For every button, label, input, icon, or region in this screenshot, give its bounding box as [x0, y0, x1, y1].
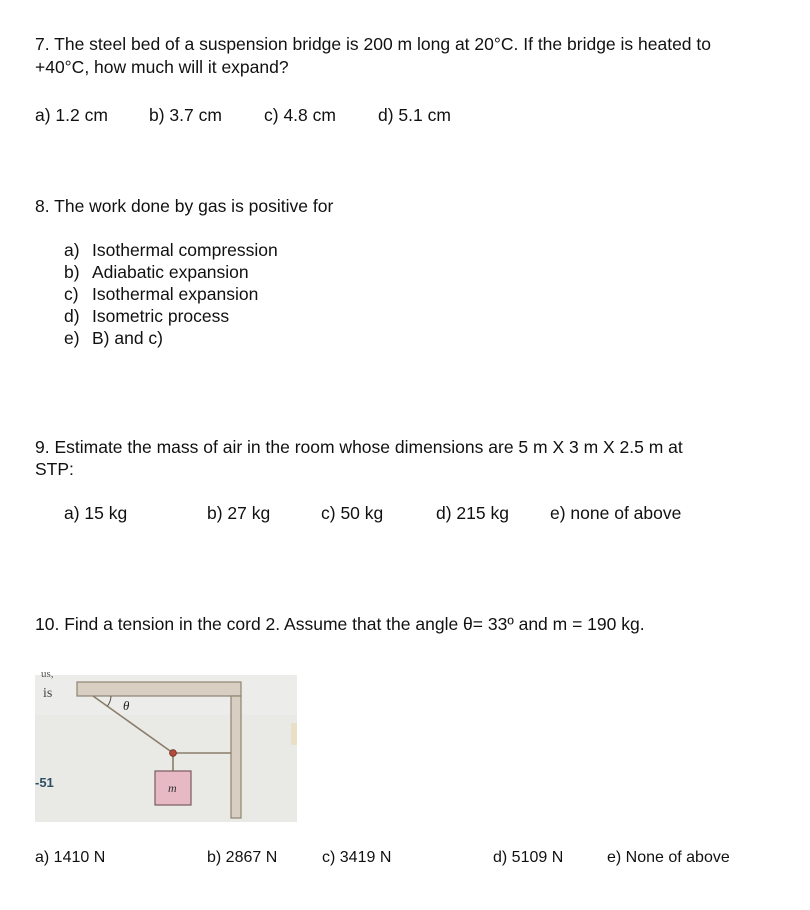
edge-artifact	[291, 723, 297, 745]
q7-option-b: b) 3.7 cm	[149, 105, 222, 125]
q10-option-e: e) None of above	[607, 849, 730, 866]
margin-text-top: us,	[41, 668, 54, 680]
q10-text: 10. Find a tension in the cord 2. Assume that the angle θ= 33º and m = 190 kg.	[35, 614, 645, 634]
q8-option-b-label: Adiabatic expansion	[92, 262, 249, 282]
q7-option-a: a) 1.2 cm	[35, 105, 108, 125]
q8-option-c	[64, 284, 258, 305]
q8-option-d	[64, 306, 229, 327]
q9-option-e: e) none of above	[550, 503, 682, 523]
margin-text-is: is	[43, 686, 53, 701]
mass-label: m	[168, 781, 177, 795]
ceiling-beam	[77, 682, 241, 696]
q7-line1: 7. The steel bed of a suspension bridge is 200 m long at 20°C. If the bridge is heated to	[35, 34, 711, 54]
q9-option-c: c) 50 kg	[321, 503, 384, 523]
q10-option-c: c) 3419 N	[322, 849, 392, 866]
q8-option-d-letter: d)	[64, 306, 80, 326]
q9-option-a: a) 15 kg	[64, 503, 128, 523]
q8-option-a	[64, 240, 278, 261]
q9-line1: 9. Estimate the mass of air in the room whose dimensions are 5 m X 3 m X 2.5 m at	[35, 437, 683, 457]
q8-option-b	[64, 262, 249, 283]
q8-option-e	[64, 328, 163, 349]
knot	[170, 750, 177, 757]
q8-option-a-letter: a)	[64, 240, 80, 260]
q8-option-e-label: B) and c)	[92, 328, 163, 348]
q7-option-c: c) 4.8 cm	[264, 105, 336, 125]
margin-number: -51	[35, 775, 54, 790]
q8-option-c-letter: c)	[64, 284, 79, 304]
q8-option-c-label: Isothermal expansion	[92, 284, 259, 304]
q10-option-d: d) 5109 N	[493, 849, 564, 866]
angle-label: θ	[123, 698, 130, 713]
q8-text: 8. The work done by gas is positive for	[35, 196, 334, 216]
vertical-post	[231, 696, 241, 818]
q9-line2: STP:	[35, 459, 74, 479]
q7-line2: +40°C, how much will it expand?	[35, 57, 289, 77]
q7-option-d: d) 5.1 cm	[378, 105, 451, 125]
tension-diagram	[35, 668, 297, 822]
q8-option-a-label: Isothermal compression	[92, 240, 278, 260]
tension-figure	[35, 668, 297, 822]
q9-option-b: b) 27 kg	[207, 503, 271, 523]
q8-option-d-label: Isometric process	[92, 306, 230, 326]
q10-option-b: b) 2867 N	[207, 849, 278, 866]
q9-option-d: d) 215 kg	[436, 503, 509, 523]
q10-option-a: a) 1410 N	[35, 849, 106, 866]
q8-option-b-letter: b)	[64, 262, 80, 282]
q8-option-e-letter: e)	[64, 328, 80, 348]
